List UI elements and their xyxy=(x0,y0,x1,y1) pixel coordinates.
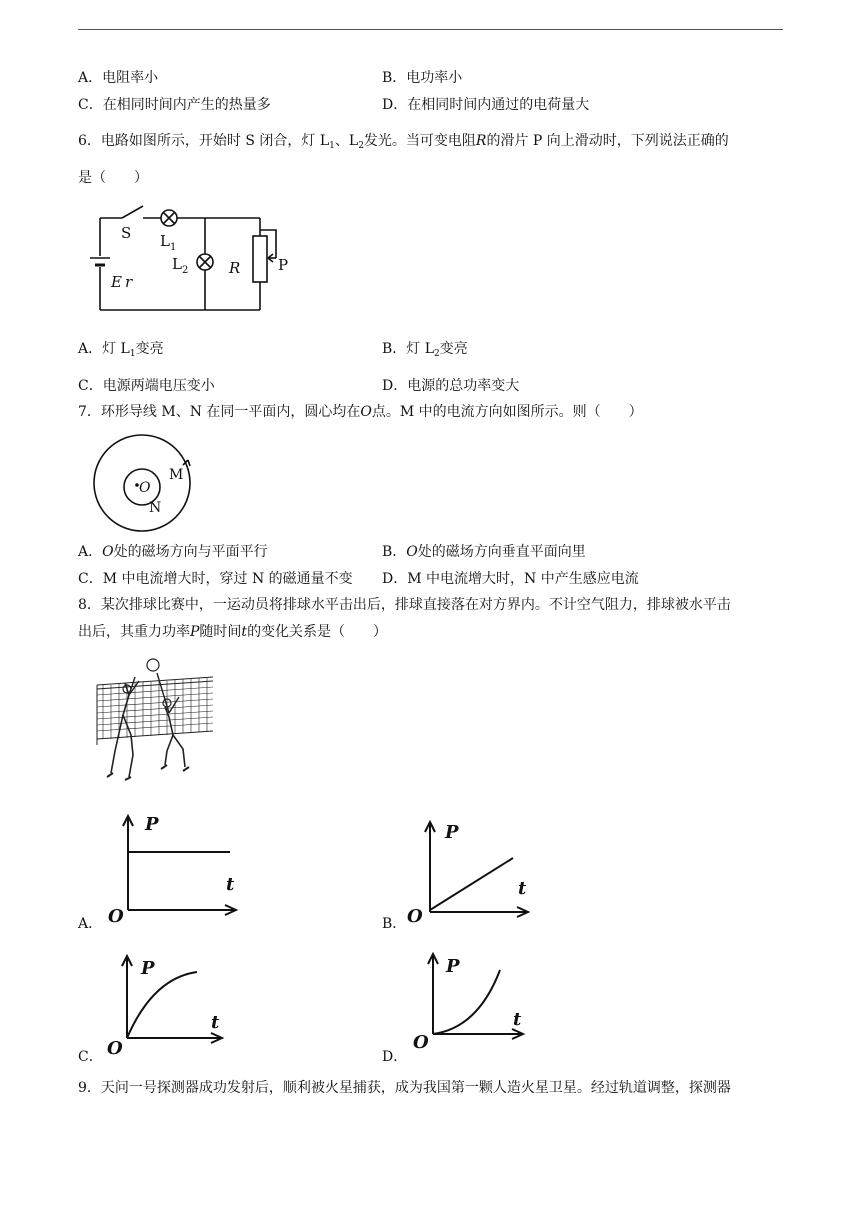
q7-option-b[interactable] xyxy=(382,542,586,562)
graph-d xyxy=(408,948,548,1058)
q6-circuit-diagram xyxy=(88,200,303,315)
header-rule xyxy=(78,29,783,30)
graph-b xyxy=(405,818,545,928)
label-n: N xyxy=(149,500,162,516)
q8-stem-line1: 8．某次排球比赛中，一运动员将排球水平击出后，排球直接落在对方界内。不计空气阻力，排球被水平击 xyxy=(78,597,731,613)
q6-option-a-text: 变亮 xyxy=(135,341,164,357)
q7-option-b-var: O xyxy=(406,544,418,560)
graph-b-y-label: P xyxy=(445,822,459,843)
graph-a-y-label: P xyxy=(145,814,159,835)
q8-var-t: t xyxy=(241,624,248,640)
q7-option-a-text: A． xyxy=(78,544,103,560)
graph-a xyxy=(100,810,245,930)
q6-stem-part: 、L xyxy=(334,133,359,149)
q7-stem-part: 点。M 中的电流方向如图所示。则（ ） xyxy=(371,404,643,420)
graph-d-y-label: P xyxy=(446,956,460,977)
q6-option-a-text: A．灯 L xyxy=(78,341,130,357)
q6-stem-part: 6．电路如图所示，开始时 S 闭合，灯 L xyxy=(78,133,330,149)
q8-option-a[interactable]: A． xyxy=(78,916,103,932)
q6-option-a[interactable] xyxy=(78,339,164,364)
label-l2-sub: 2 xyxy=(181,265,189,276)
q6-stem-part: 发光。当可变电阻 xyxy=(363,133,476,149)
q6-option-b-text: B．灯 L xyxy=(382,341,435,357)
label-r-resistor: R xyxy=(229,259,241,277)
q6-sub: 1 xyxy=(329,141,335,151)
q7-option-d[interactable]: D．M 中电流增大时，N 中产生感应电流 xyxy=(382,571,639,587)
q7-option-b-text: 处的磁场方向垂直平面向里 xyxy=(417,544,586,560)
label-o: O xyxy=(139,480,151,496)
q6-stem-part: 的滑片 P 向上滑动时，下列说法正确的 xyxy=(486,133,729,149)
q6-option-b-text: 变亮 xyxy=(439,341,468,357)
q6-option-d[interactable]: D．电源的总功率变大 xyxy=(382,378,520,394)
label-m: M xyxy=(169,467,184,483)
q8-option-c[interactable]: C． xyxy=(78,1049,103,1065)
q8-var-p: P xyxy=(190,624,200,640)
q7-option-a-var: O xyxy=(102,544,114,560)
q5-option-c[interactable]: C．在相同时间内产生的热量多 xyxy=(78,97,271,113)
q9-stem-line1: 9．天问一号探测器成功发射后，顺利被火星捕获，成为我国第一颗人造火星卫星。经过轨道调整，探测器 xyxy=(78,1080,731,1096)
graph-d-origin: O xyxy=(413,1032,429,1053)
q7-var-o: O xyxy=(360,404,372,420)
q6-option-c[interactable]: C．电源两端电压变小 xyxy=(78,378,215,394)
q6-option-b[interactable] xyxy=(382,339,468,364)
label-l2-text: L xyxy=(172,255,182,273)
label-s: S xyxy=(121,224,132,242)
q8-stem-part: 随时间 xyxy=(199,624,242,640)
q6-option-b-sub: 2 xyxy=(434,349,440,359)
q8-volleyball-illustration xyxy=(95,655,215,795)
label-e: E xyxy=(111,273,122,291)
q5-option-d[interactable]: D．在相同时间内通过的电荷量大 xyxy=(382,97,590,113)
q6-var-r: R xyxy=(475,133,487,149)
label-r-internal: r xyxy=(125,273,133,291)
graph-c-x-label: t xyxy=(211,1012,220,1033)
q7-option-c[interactable]: C．M 中电流增大时，穿过 N 的磁通量不变 xyxy=(78,571,353,587)
q7-option-b-text: B． xyxy=(382,544,407,560)
label-l1-sub: 1 xyxy=(169,242,177,253)
graph-a-origin: O xyxy=(108,906,124,927)
q7-stem xyxy=(78,402,643,422)
q6-option-a-sub: 1 xyxy=(129,349,136,359)
label-l2 xyxy=(172,255,188,276)
label-l1-text: L xyxy=(160,232,170,250)
q6-stem-line2: 是（ ） xyxy=(78,170,148,186)
graph-d-x-label: t xyxy=(513,1009,522,1030)
label-p: P xyxy=(278,256,289,274)
q8-stem-part: 出后，其重力功率 xyxy=(78,624,190,640)
label-l1 xyxy=(160,232,176,253)
q8-option-d[interactable]: D． xyxy=(382,1049,408,1065)
q6-sub: 2 xyxy=(358,141,364,151)
graph-c xyxy=(103,950,243,1060)
q5-option-b[interactable]: B．电功率小 xyxy=(382,70,463,86)
q7-rings-diagram xyxy=(88,426,203,536)
q8-option-b[interactable]: B． xyxy=(382,916,407,932)
q7-option-a-text: 处的磁场方向与平面平行 xyxy=(113,544,268,560)
q8-stem-part: 的变化关系是（ ） xyxy=(247,624,388,640)
q7-option-a[interactable] xyxy=(78,542,268,562)
q6-stem xyxy=(78,131,729,156)
q8-stem-line2 xyxy=(78,622,387,642)
graph-c-y-label: P xyxy=(141,958,155,979)
q7-stem-part: 7．环形导线 M、N 在同一平面内，圆心均在 xyxy=(78,404,361,420)
graph-c-origin: O xyxy=(107,1038,123,1059)
graph-a-x-label: t xyxy=(226,874,235,895)
graph-b-origin: O xyxy=(407,906,423,927)
graph-b-x-label: t xyxy=(518,878,527,899)
q5-option-a[interactable]: A．电阻率小 xyxy=(78,70,159,86)
